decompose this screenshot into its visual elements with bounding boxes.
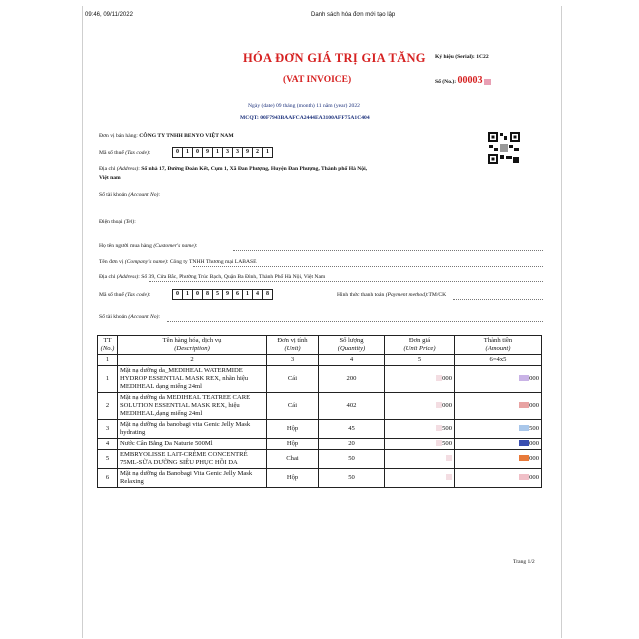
cell-unit-price [385, 450, 455, 469]
cell-unit: Cái [267, 366, 319, 393]
cell-quantity: 200 [319, 366, 385, 393]
cell-description: EMBRYOLISSE LAIT-CRÈME CONCENTRÉ 75ML-SỮA DƯỠNG SIÊU PHỤC HỒI DA [118, 450, 267, 469]
column-index: 6=4x5 [455, 355, 542, 366]
price-text: 000 [442, 402, 452, 409]
buyer-tax-code [172, 289, 272, 300]
cell-no: 4 [98, 439, 118, 450]
seller-tax-digit: 1 [182, 147, 193, 158]
buyer-address: Số 39, Cửa Bắc, Phường Trúc Bạch, Quận Ba Đình, Thành Phố Hà Nội, Việt Nam [141, 274, 326, 280]
buyer-name-label: Họ tên người mua hàng (Customer's name): [99, 243, 198, 249]
seller-address-row: Địa chỉ (Address): Số nhà 17, Đường Đoàn Kết, Cụm 1, Xã Đan Phượng, Huyện Đan Phượng, Thành phố Hà Nội, [99, 166, 368, 172]
table-row [98, 393, 542, 420]
amount-redaction [519, 474, 529, 480]
price-redaction [446, 455, 452, 461]
cell-unit: Cái [267, 393, 319, 420]
column-index: 5 [385, 355, 455, 366]
seller-name-row [99, 133, 234, 139]
cell-description: Mặt nạ dưỡng da MEDIHEAL TEATREE CARE SOLUTION ESSENTIAL MASK REX, hiệu MEDIHEAL,dạng miếng 24ml [118, 393, 267, 420]
cell-description: Nước Cân Bằng Da Naturie 500Ml [118, 439, 267, 450]
print-timestamp: 09:46, 09/11/2022 [85, 12, 133, 18]
seller-tax-digit: 3 [222, 147, 233, 158]
cell-description: Mặt nạ dưỡng da Banobagi Vita Genic Jelly Mask Relaxing [118, 469, 267, 488]
column-header: Tên hàng hóa, dịch vụ (Description) [118, 336, 267, 355]
cell-unit-price [385, 420, 455, 439]
qr-code-icon [487, 131, 521, 165]
buyer-tax-digit: 5 [212, 289, 223, 300]
buyer-tax-digit: 1 [242, 289, 253, 300]
payment-line [453, 299, 543, 300]
amount-text: 000 [529, 455, 539, 462]
cell-unit-price [385, 366, 455, 393]
cell-description: Mặt nạ dưỡng da_MEDIHEAL WATERMIDE HYDROP ESSENTIAL MASK REX, nhãn hiệu MEDIHEAL dạng miếng 24ml [118, 366, 267, 393]
buyer-tax-digit: 8 [262, 289, 273, 300]
amount-text: 000 [529, 474, 539, 481]
seller-tax-digit: 9 [242, 147, 253, 158]
column-index: 1 [98, 355, 118, 366]
seller-name-label: Đơn vị bán hàng: [99, 133, 138, 139]
cell-no: 5 [98, 450, 118, 469]
column-header: Đơn vị tính (Unit) [267, 336, 319, 355]
cell-no: 2 [98, 393, 118, 420]
buyer-company-line [193, 266, 543, 267]
amount-redaction [519, 425, 529, 431]
column-index: 2 [118, 355, 267, 366]
cell-amount [455, 439, 542, 450]
seller-tax-digit: 0 [192, 147, 203, 158]
buyer-tax-digit: 4 [252, 289, 263, 300]
price-redaction [446, 474, 452, 480]
invoice-subtitle: (VAT INVOICE) [283, 75, 352, 85]
seller-tax-digit: 9 [202, 147, 213, 158]
cell-unit: Hộp [267, 469, 319, 488]
seller-tax-label: Mã số thuế (Tax code): [99, 150, 151, 156]
table-header-row [98, 336, 542, 355]
items-body [98, 366, 542, 488]
price-text: 500 [442, 425, 452, 432]
column-index: 3 [267, 355, 319, 366]
page-number: Trang 1/2 [513, 559, 535, 565]
seller-name: CÔNG TY TNHH BENYO VIỆT NAM [139, 133, 234, 139]
serial-field [435, 54, 489, 60]
buyer-account-line [167, 321, 543, 322]
cell-unit-price [385, 393, 455, 420]
cell-amount [455, 450, 542, 469]
amount-text: 500 [529, 425, 539, 432]
seller-address-line2: Việt nam [99, 175, 121, 181]
cell-unit-price [385, 469, 455, 488]
invoice-mcqt: MCQT: 00F7943BAAFCA2444EA3100AFF75A1C404 [240, 115, 370, 121]
buyer-tax-digit: 0 [192, 289, 203, 300]
cell-unit-price [385, 439, 455, 450]
column-header: Đơn giá (Unit Price) [385, 336, 455, 355]
cell-unit: Hộp [267, 420, 319, 439]
print-page-title: Danh sách hóa đơn mới tạo lập [311, 12, 396, 18]
seller-account-label: Số tài khoản (Account No): [99, 192, 160, 198]
seller-tax-digit: 3 [232, 147, 243, 158]
cell-amount [455, 420, 542, 439]
table-row [98, 469, 542, 488]
column-header: Thành tiền (Amount) [455, 336, 542, 355]
buyer-tax-digit: 0 [172, 289, 183, 300]
buyer-company-row: Tên đơn vị (Company's name): Công ty TNHH Thương mại LABASE [99, 259, 257, 265]
cell-quantity: 20 [319, 439, 385, 450]
table-row [98, 439, 542, 450]
column-header: TT (No.) [98, 336, 118, 355]
cell-quantity: 50 [319, 469, 385, 488]
number-redaction [484, 79, 491, 85]
cell-amount [455, 469, 542, 488]
table-row [98, 366, 542, 393]
price-text: 000 [442, 375, 452, 382]
table-row [98, 450, 542, 469]
serial-label: Ký hiệu (Serial): [435, 54, 475, 60]
buyer-account-label: Số tài khoản (Account No): [99, 314, 160, 320]
number-value: 00003 [457, 75, 483, 86]
cell-no: 3 [98, 420, 118, 439]
buyer-tax-digit: 8 [202, 289, 213, 300]
cell-unit: Chai [267, 450, 319, 469]
seller-address: Số nhà 17, Đường Đoàn Kết, Cụm 1, Xã Đan Phượng, Huyện Đan Phượng, Thành phố Hà Nội, [141, 166, 368, 172]
column-header: Số lượng (Quantity) [319, 336, 385, 355]
payment-row: Hình thức thanh toán (Payment method):TM/CK [337, 292, 447, 298]
invoice-title: HÓA ĐƠN GIÁ TRỊ GIA TĂNG [243, 51, 426, 65]
number-field [435, 75, 491, 86]
buyer-tax-digit: 6 [232, 289, 243, 300]
table-index-row [98, 355, 542, 366]
seller-tax-digit: 1 [262, 147, 273, 158]
seller-tax-digit: 2 [252, 147, 263, 158]
buyer-company: Công ty TNHH Thương mại LABASE [169, 259, 257, 265]
invoice-date: Ngày (date) 09 tháng (month) 11 năm (year) 2022 [248, 103, 360, 109]
cell-amount [455, 393, 542, 420]
payment-method: TM/CK [428, 292, 447, 298]
seller-phone-label: Điện thoại (Tel): [99, 219, 136, 225]
cell-quantity: 402 [319, 393, 385, 420]
seller-tax-code [172, 147, 272, 158]
cell-unit: Hộp [267, 439, 319, 450]
cell-amount [455, 366, 542, 393]
cell-description: Mặt nạ dưỡng da banobagi vita Genic Jelly Mask hydrating [118, 420, 267, 439]
buyer-tax-digit: 9 [222, 289, 233, 300]
cell-no: 1 [98, 366, 118, 393]
amount-text: 000 [529, 440, 539, 447]
buyer-address-line [149, 281, 543, 282]
amount-text: 000 [529, 375, 539, 382]
cell-quantity: 45 [319, 420, 385, 439]
seller-tax-digit: 0 [172, 147, 183, 158]
amount-text: 000 [529, 402, 539, 409]
amount-redaction [519, 440, 529, 446]
amount-redaction [519, 455, 529, 461]
serial-value: 1C22 [476, 54, 489, 60]
number-label: Số (No.): [435, 79, 457, 85]
buyer-address-row: Địa chỉ (Address): Số 39, Cửa Bắc, Phường Trúc Bạch, Quận Ba Đình, Thành Phố Hà Nội, Việt Nam [99, 274, 326, 280]
buyer-tax-label: Mã số thuế (Tax code): [99, 292, 151, 298]
amount-redaction [519, 402, 529, 408]
buyer-name-line [233, 250, 543, 251]
seller-tax-digit: 1 [212, 147, 223, 158]
items-table [97, 335, 542, 488]
table-row [98, 420, 542, 439]
cell-no: 6 [98, 469, 118, 488]
cell-quantity: 50 [319, 450, 385, 469]
buyer-tax-digit: 1 [182, 289, 193, 300]
invoice-sheet [82, 6, 562, 638]
column-index: 4 [319, 355, 385, 366]
price-text: 500 [442, 440, 452, 447]
amount-redaction [519, 375, 529, 381]
